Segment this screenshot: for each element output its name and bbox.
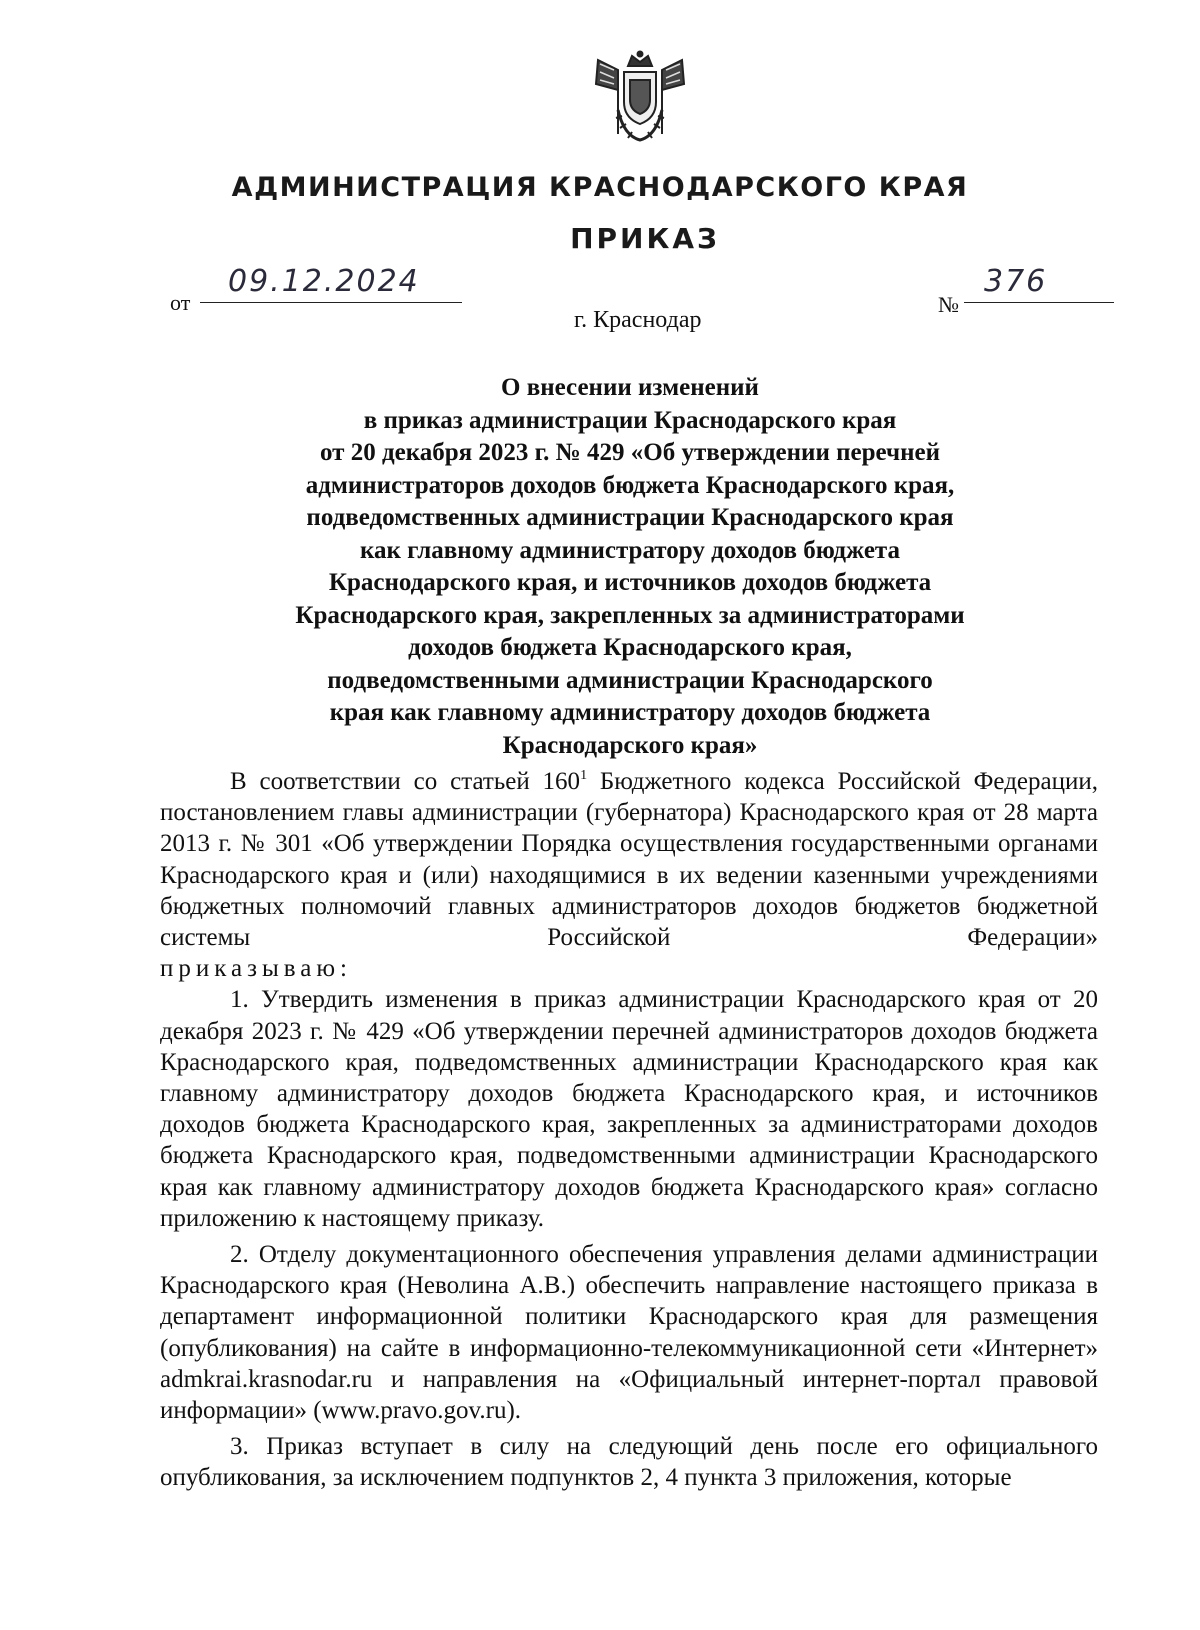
order-item-2: 2. Отделу документационного обеспечения управления делами администрации Краснодарского края (Неволина А.В.) обеспечить направление настоящего приказа в департамент информационной политики Краснодарского края для размещения (опубликования) на сайте в информационно-телекоммуникационной сети «Интернет» admkrai.krasnodar.ru и направления на «Официальный интернет-портал правовой информации» (www.pravo.gov.ru). — [160, 1241, 1098, 1425]
preamble-text-cont: Бюджетного кодекса Российской Федерации, постановлением главы администрации (губернатора) Краснодарского края от 28 марта 2013 г. № 301 «Об утверждении Порядка осуществления государственными органами Краснодарского края и (или) находящимися в их ведении казенными учреждениями бюджетных полномочий главных администраторов доходов бюджетов бюджетной системы Российской Федерации» — [160, 768, 1098, 952]
subject-line: Краснодарского края» — [502, 731, 758, 759]
subject-line: подведомственных администрации Краснодарского края — [306, 504, 954, 531]
subject-line: администраторов доходов бюджета Краснодарского края, — [305, 471, 955, 499]
date-prefix: от — [170, 290, 191, 315]
order-item-3: 3. Приказ вступает в силу на следующий день после его официального опубликования, за исключением подпунктов 2, 4 пункта 3 приложения, которые — [160, 1433, 1098, 1492]
article-superscript: 1 — [580, 768, 588, 783]
subject-line: Краснодарского края, закрепленных за администраторами — [295, 601, 965, 629]
coat-of-arms-icon — [588, 50, 692, 146]
organization-title: АДМИНИСТРАЦИЯ КРАСНОДАРСКОГО КРАЯ — [231, 172, 969, 203]
document-body — [160, 766, 1098, 1494]
subject-line: доходов бюджета Краснодарского края, — [408, 634, 852, 661]
number-prefix: № — [938, 292, 959, 317]
subject-line: О внесении изменений — [501, 374, 759, 401]
preamble-text: В соответствии со статьей 160 — [230, 768, 581, 795]
document-type: ПРИКАЗ — [570, 222, 720, 255]
subject-line: от 20 декабря 2023 г. № 429 «Об утверждении перечней — [320, 439, 940, 466]
subject-line: как главному администратору доходов бюджета — [359, 536, 901, 564]
date-field — [200, 264, 462, 303]
order-word: приказываю: — [160, 955, 352, 983]
order-item-1: 1. Утвердить изменения в приказ администрации Краснодарского края от 20 декабря 2023 г. № 429 «Об утверждении перечней администраторов доходов бюджета Краснодарского края, подведомственных администрации Краснодарского края как главному администратору доходов бюджета Краснодарского края, и источников доходов бюджета Краснодарского края, закрепленных за администраторами доходов бюджета Краснодарского края, подведомственными администрации Краснодарского края как главному администратору доходов бюджета Краснодарского края» согласно приложению к настоящему приказу. — [160, 986, 1098, 1232]
subject-line: Краснодарского края, и источников доходов бюджета — [328, 569, 932, 596]
subject-line: подведомственными администрации Краснодарского — [327, 666, 933, 694]
handwritten-number: 376 — [984, 264, 1048, 299]
preamble-paragraph — [160, 766, 1098, 953]
document-subject — [230, 372, 1030, 762]
subject-line: края как главному администратору доходов бюджета — [329, 699, 931, 726]
number-field — [964, 264, 1114, 303]
handwritten-date: 09.12.2024 — [228, 264, 420, 299]
subject-line: в приказ администрации Краснодарского края — [363, 406, 897, 434]
city: г. Краснодар — [574, 307, 702, 333]
